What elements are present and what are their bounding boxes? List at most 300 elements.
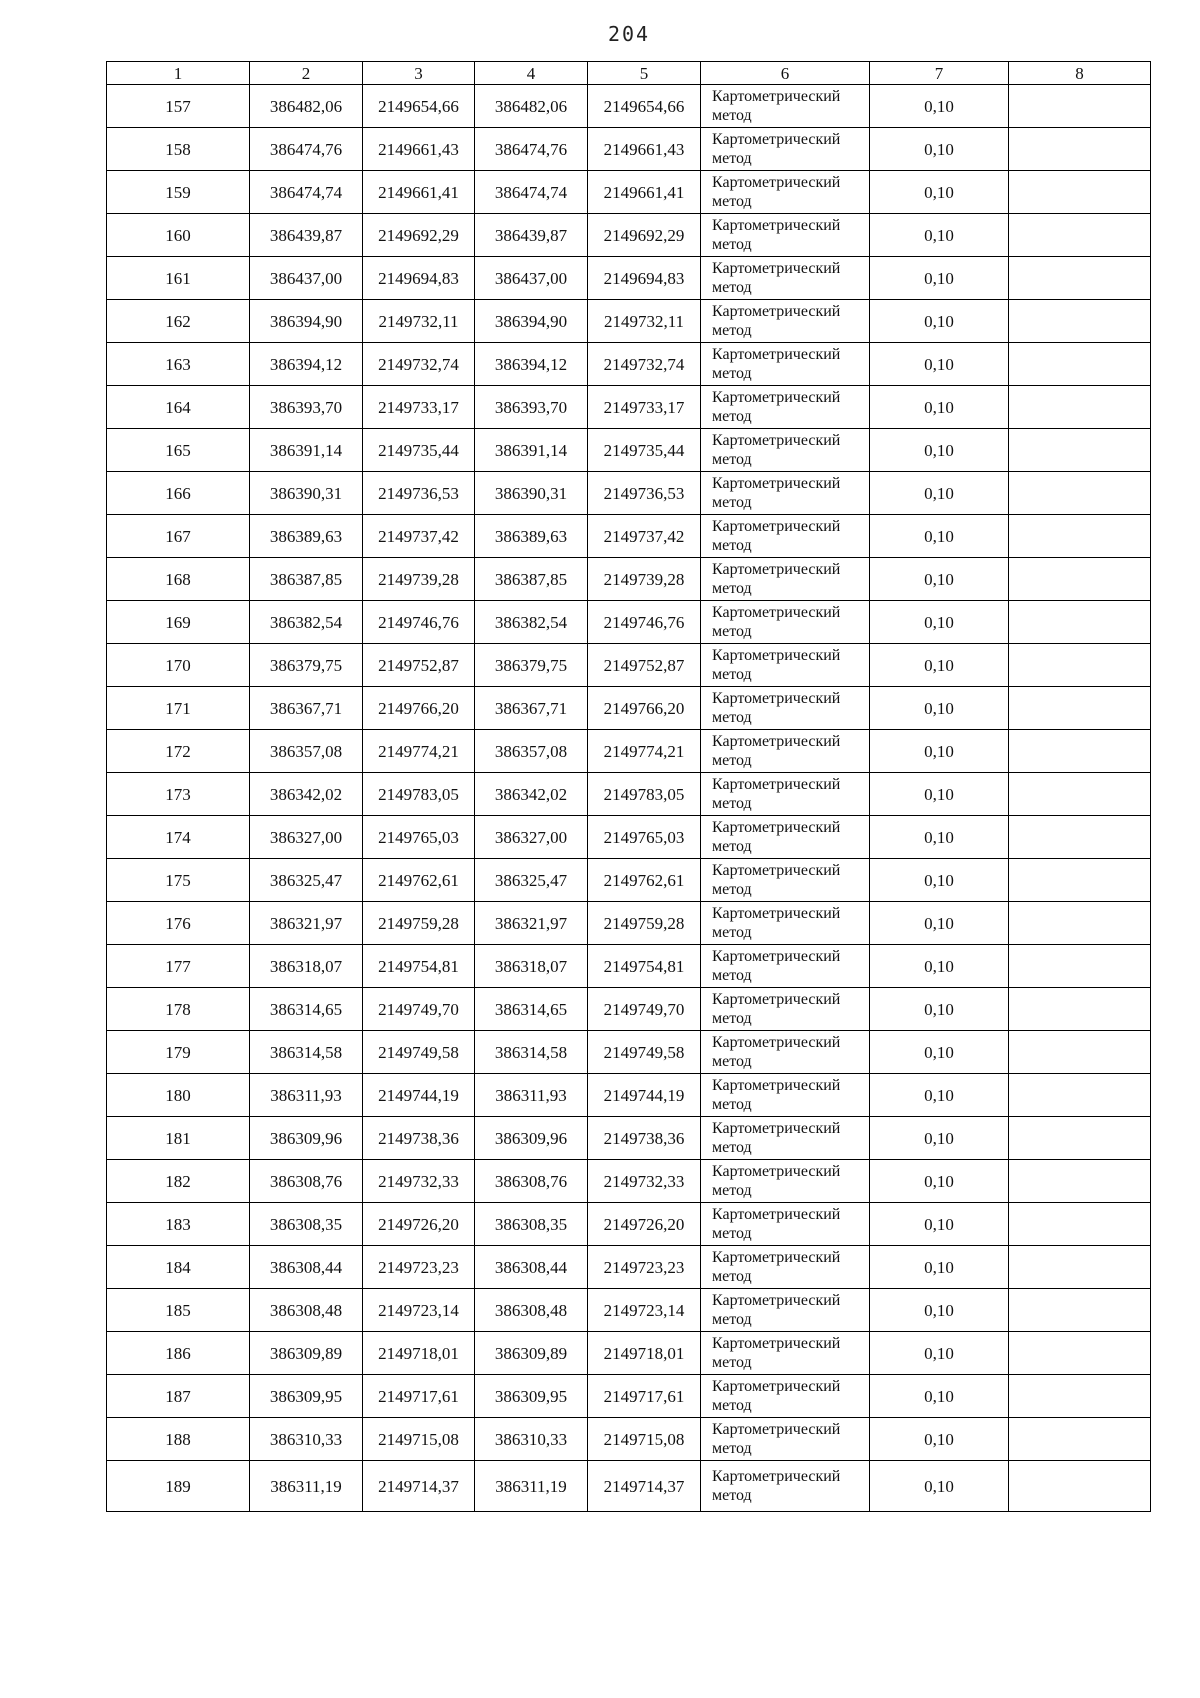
row-number-cell: 158 — [107, 128, 250, 171]
note-cell — [1009, 558, 1151, 601]
x-coordinate-cell: 386321,97 — [250, 902, 363, 945]
table-row — [107, 214, 1151, 257]
x-coordinate-cell: 386308,48 — [250, 1289, 363, 1332]
column-header: 8 — [1009, 62, 1151, 85]
table-row — [107, 902, 1151, 945]
table-row — [107, 1203, 1151, 1246]
note-cell — [1009, 945, 1151, 988]
y-coordinate-cell: 2149736,53 — [363, 472, 475, 515]
y-coordinate-cell: 2149726,20 — [363, 1203, 475, 1246]
note-cell — [1009, 1418, 1151, 1461]
note-cell — [1009, 902, 1151, 945]
page-number: 204 — [607, 22, 651, 46]
precision-cell: 0,10 — [870, 429, 1009, 472]
row-number-cell: 167 — [107, 515, 250, 558]
x-coordinate-cell: 386474,74 — [475, 171, 588, 214]
row-number-cell: 175 — [107, 859, 250, 902]
precision-cell: 0,10 — [870, 644, 1009, 687]
column-header: 7 — [870, 62, 1009, 85]
column-header: 5 — [588, 62, 701, 85]
y-coordinate-cell: 2149762,61 — [363, 859, 475, 902]
table-row — [107, 1074, 1151, 1117]
x-coordinate-cell: 386439,87 — [250, 214, 363, 257]
y-coordinate-cell: 2149723,14 — [363, 1289, 475, 1332]
row-number-cell: 170 — [107, 644, 250, 687]
precision-cell: 0,10 — [870, 1160, 1009, 1203]
y-coordinate-cell: 2149717,61 — [363, 1375, 475, 1418]
x-coordinate-cell: 386311,19 — [250, 1461, 363, 1512]
x-coordinate-cell: 386393,70 — [475, 386, 588, 429]
x-coordinate-cell: 386308,76 — [475, 1160, 588, 1203]
method-cell: Картометрический метод — [701, 558, 870, 601]
x-coordinate-cell: 386387,85 — [475, 558, 588, 601]
method-cell: Картометрический метод — [701, 429, 870, 472]
y-coordinate-cell: 2149759,28 — [363, 902, 475, 945]
method-cell: Картометрический метод — [701, 386, 870, 429]
note-cell — [1009, 773, 1151, 816]
x-coordinate-cell: 386379,75 — [250, 644, 363, 687]
x-coordinate-cell: 386391,14 — [475, 429, 588, 472]
row-number-cell: 172 — [107, 730, 250, 773]
x-coordinate-cell: 386389,63 — [250, 515, 363, 558]
precision-cell: 0,10 — [870, 988, 1009, 1031]
note-cell — [1009, 687, 1151, 730]
method-cell: Картометрический метод — [701, 945, 870, 988]
table-row — [107, 1289, 1151, 1332]
y-coordinate-cell: 2149746,76 — [363, 601, 475, 644]
note-cell — [1009, 730, 1151, 773]
y-coordinate-cell: 2149654,66 — [363, 85, 475, 128]
x-coordinate-cell: 386308,35 — [475, 1203, 588, 1246]
row-number-cell: 161 — [107, 257, 250, 300]
x-coordinate-cell: 386394,12 — [475, 343, 588, 386]
y-coordinate-cell: 2149733,17 — [363, 386, 475, 429]
row-number-cell: 181 — [107, 1117, 250, 1160]
note-cell — [1009, 859, 1151, 902]
y-coordinate-cell: 2149718,01 — [588, 1332, 701, 1375]
note-cell — [1009, 1246, 1151, 1289]
note-cell — [1009, 214, 1151, 257]
precision-cell: 0,10 — [870, 1375, 1009, 1418]
y-coordinate-cell: 2149692,29 — [588, 214, 701, 257]
precision-cell: 0,10 — [870, 1031, 1009, 1074]
x-coordinate-cell: 386309,95 — [475, 1375, 588, 1418]
y-coordinate-cell: 2149762,61 — [588, 859, 701, 902]
method-cell: Картометрический метод — [701, 816, 870, 859]
y-coordinate-cell: 2149694,83 — [363, 257, 475, 300]
y-coordinate-cell: 2149735,44 — [363, 429, 475, 472]
method-cell: Картометрический метод — [701, 773, 870, 816]
x-coordinate-cell: 386390,31 — [250, 472, 363, 515]
y-coordinate-cell: 2149715,08 — [588, 1418, 701, 1461]
x-coordinate-cell: 386439,87 — [475, 214, 588, 257]
note-cell — [1009, 1375, 1151, 1418]
y-coordinate-cell: 2149714,37 — [588, 1461, 701, 1512]
method-cell: Картометрический метод — [701, 1160, 870, 1203]
x-coordinate-cell: 386367,71 — [475, 687, 588, 730]
row-number-cell: 162 — [107, 300, 250, 343]
x-coordinate-cell: 386325,47 — [475, 859, 588, 902]
precision-cell: 0,10 — [870, 945, 1009, 988]
y-coordinate-cell: 2149732,74 — [588, 343, 701, 386]
x-coordinate-cell: 386327,00 — [250, 816, 363, 859]
y-coordinate-cell: 2149694,83 — [588, 257, 701, 300]
row-number-cell: 177 — [107, 945, 250, 988]
table-row — [107, 945, 1151, 988]
row-number-cell: 178 — [107, 988, 250, 1031]
x-coordinate-cell: 386482,06 — [475, 85, 588, 128]
precision-cell: 0,10 — [870, 1246, 1009, 1289]
x-coordinate-cell: 386437,00 — [475, 257, 588, 300]
precision-cell: 0,10 — [870, 386, 1009, 429]
y-coordinate-cell: 2149692,29 — [363, 214, 475, 257]
precision-cell: 0,10 — [870, 300, 1009, 343]
row-number-cell: 185 — [107, 1289, 250, 1332]
method-cell: Картометрический метод — [701, 988, 870, 1031]
row-number-cell: 165 — [107, 429, 250, 472]
method-cell: Картометрический метод — [701, 1461, 870, 1512]
y-coordinate-cell: 2149661,41 — [588, 171, 701, 214]
table-body — [107, 62, 1151, 1512]
note-cell — [1009, 644, 1151, 687]
note-cell — [1009, 816, 1151, 859]
row-number-cell: 184 — [107, 1246, 250, 1289]
method-cell: Картометрический метод — [701, 1289, 870, 1332]
note-cell — [1009, 257, 1151, 300]
y-coordinate-cell: 2149774,21 — [588, 730, 701, 773]
y-coordinate-cell: 2149754,81 — [588, 945, 701, 988]
row-number-cell: 183 — [107, 1203, 250, 1246]
x-coordinate-cell: 386387,85 — [250, 558, 363, 601]
row-number-cell: 164 — [107, 386, 250, 429]
x-coordinate-cell: 386325,47 — [250, 859, 363, 902]
row-number-cell: 188 — [107, 1418, 250, 1461]
x-coordinate-cell: 386482,06 — [250, 85, 363, 128]
x-coordinate-cell: 386311,93 — [475, 1074, 588, 1117]
row-number-cell: 157 — [107, 85, 250, 128]
precision-cell: 0,10 — [870, 558, 1009, 601]
precision-cell: 0,10 — [870, 1332, 1009, 1375]
table-row — [107, 730, 1151, 773]
y-coordinate-cell: 2149654,66 — [588, 85, 701, 128]
x-coordinate-cell: 386367,71 — [250, 687, 363, 730]
table-row — [107, 128, 1151, 171]
x-coordinate-cell: 386391,14 — [250, 429, 363, 472]
y-coordinate-cell: 2149766,20 — [363, 687, 475, 730]
note-cell — [1009, 1074, 1151, 1117]
table-row — [107, 1332, 1151, 1375]
column-header: 3 — [363, 62, 475, 85]
y-coordinate-cell: 2149737,42 — [363, 515, 475, 558]
note-cell — [1009, 472, 1151, 515]
y-coordinate-cell: 2149661,41 — [363, 171, 475, 214]
table-row — [107, 1418, 1151, 1461]
row-number-cell: 189 — [107, 1461, 250, 1512]
row-number-cell: 166 — [107, 472, 250, 515]
y-coordinate-cell: 2149765,03 — [363, 816, 475, 859]
table-row — [107, 988, 1151, 1031]
precision-cell: 0,10 — [870, 515, 1009, 558]
x-coordinate-cell: 386437,00 — [250, 257, 363, 300]
method-cell: Картометрический метод — [701, 1203, 870, 1246]
table-row — [107, 1160, 1151, 1203]
y-coordinate-cell: 2149732,33 — [588, 1160, 701, 1203]
table-row — [107, 773, 1151, 816]
table-row — [107, 558, 1151, 601]
y-coordinate-cell: 2149759,28 — [588, 902, 701, 945]
table-row — [107, 85, 1151, 128]
x-coordinate-cell: 386318,07 — [475, 945, 588, 988]
x-coordinate-cell: 386308,44 — [250, 1246, 363, 1289]
x-coordinate-cell: 386310,33 — [250, 1418, 363, 1461]
precision-cell: 0,10 — [870, 214, 1009, 257]
table-row — [107, 386, 1151, 429]
y-coordinate-cell: 2149718,01 — [363, 1332, 475, 1375]
x-coordinate-cell: 386309,89 — [475, 1332, 588, 1375]
y-coordinate-cell: 2149739,28 — [588, 558, 701, 601]
method-cell: Картометрический метод — [701, 214, 870, 257]
row-number-cell: 163 — [107, 343, 250, 386]
table-row — [107, 429, 1151, 472]
table-row — [107, 1031, 1151, 1074]
x-coordinate-cell: 386311,19 — [475, 1461, 588, 1512]
table-row — [107, 1375, 1151, 1418]
x-coordinate-cell: 386314,65 — [475, 988, 588, 1031]
table-row — [107, 601, 1151, 644]
note-cell — [1009, 1031, 1151, 1074]
y-coordinate-cell: 2149783,05 — [588, 773, 701, 816]
method-cell: Картометрический метод — [701, 730, 870, 773]
x-coordinate-cell: 386308,35 — [250, 1203, 363, 1246]
x-coordinate-cell: 386314,65 — [250, 988, 363, 1031]
column-header: 1 — [107, 62, 250, 85]
method-cell: Картометрический метод — [701, 171, 870, 214]
y-coordinate-cell: 2149739,28 — [363, 558, 475, 601]
y-coordinate-cell: 2149715,08 — [363, 1418, 475, 1461]
precision-cell: 0,10 — [870, 687, 1009, 730]
y-coordinate-cell: 2149714,37 — [363, 1461, 475, 1512]
x-coordinate-cell: 386342,02 — [475, 773, 588, 816]
y-coordinate-cell: 2149746,76 — [588, 601, 701, 644]
y-coordinate-cell: 2149765,03 — [588, 816, 701, 859]
table-row — [107, 1246, 1151, 1289]
method-cell: Картометрический метод — [701, 1375, 870, 1418]
method-cell: Картометрический метод — [701, 1074, 870, 1117]
y-coordinate-cell: 2149735,44 — [588, 429, 701, 472]
row-number-cell: 173 — [107, 773, 250, 816]
method-cell: Картометрический метод — [701, 300, 870, 343]
precision-cell: 0,10 — [870, 773, 1009, 816]
note-cell — [1009, 1461, 1151, 1512]
x-coordinate-cell: 386342,02 — [250, 773, 363, 816]
y-coordinate-cell: 2149744,19 — [363, 1074, 475, 1117]
x-coordinate-cell: 386382,54 — [250, 601, 363, 644]
table-row — [107, 343, 1151, 386]
table-row — [107, 687, 1151, 730]
table-header-row — [107, 62, 1151, 85]
x-coordinate-cell: 386474,74 — [250, 171, 363, 214]
x-coordinate-cell: 386314,58 — [475, 1031, 588, 1074]
coordinates-table — [106, 61, 1151, 1512]
row-number-cell: 179 — [107, 1031, 250, 1074]
row-number-cell: 160 — [107, 214, 250, 257]
note-cell — [1009, 128, 1151, 171]
y-coordinate-cell: 2149732,11 — [363, 300, 475, 343]
row-number-cell: 174 — [107, 816, 250, 859]
y-coordinate-cell: 2149733,17 — [588, 386, 701, 429]
table-row — [107, 300, 1151, 343]
y-coordinate-cell: 2149749,58 — [363, 1031, 475, 1074]
row-number-cell: 180 — [107, 1074, 250, 1117]
row-number-cell: 171 — [107, 687, 250, 730]
table-row — [107, 171, 1151, 214]
x-coordinate-cell: 386310,33 — [475, 1418, 588, 1461]
method-cell: Картометрический метод — [701, 472, 870, 515]
row-number-cell: 159 — [107, 171, 250, 214]
precision-cell: 0,10 — [870, 902, 1009, 945]
note-cell — [1009, 515, 1151, 558]
x-coordinate-cell: 386308,76 — [250, 1160, 363, 1203]
y-coordinate-cell: 2149783,05 — [363, 773, 475, 816]
precision-cell: 0,10 — [870, 1074, 1009, 1117]
method-cell: Картометрический метод — [701, 85, 870, 128]
column-header: 2 — [250, 62, 363, 85]
table-row — [107, 515, 1151, 558]
x-coordinate-cell: 386382,54 — [475, 601, 588, 644]
precision-cell: 0,10 — [870, 601, 1009, 644]
y-coordinate-cell: 2149732,11 — [588, 300, 701, 343]
precision-cell: 0,10 — [870, 730, 1009, 773]
y-coordinate-cell: 2149717,61 — [588, 1375, 701, 1418]
y-coordinate-cell: 2149749,58 — [588, 1031, 701, 1074]
table-row — [107, 257, 1151, 300]
note-cell — [1009, 429, 1151, 472]
method-cell: Картометрический метод — [701, 644, 870, 687]
precision-cell: 0,10 — [870, 1418, 1009, 1461]
table-row — [107, 472, 1151, 515]
x-coordinate-cell: 386314,58 — [250, 1031, 363, 1074]
row-number-cell: 176 — [107, 902, 250, 945]
x-coordinate-cell: 386357,08 — [250, 730, 363, 773]
y-coordinate-cell: 2149736,53 — [588, 472, 701, 515]
note-cell — [1009, 386, 1151, 429]
note-cell — [1009, 1332, 1151, 1375]
note-cell — [1009, 300, 1151, 343]
precision-cell: 0,10 — [870, 171, 1009, 214]
precision-cell: 0,10 — [870, 1461, 1009, 1512]
table-row — [107, 816, 1151, 859]
x-coordinate-cell: 386357,08 — [475, 730, 588, 773]
x-coordinate-cell: 386394,90 — [250, 300, 363, 343]
note-cell — [1009, 1117, 1151, 1160]
x-coordinate-cell: 386394,90 — [475, 300, 588, 343]
x-coordinate-cell: 386394,12 — [250, 343, 363, 386]
y-coordinate-cell: 2149737,42 — [588, 515, 701, 558]
y-coordinate-cell: 2149738,36 — [588, 1117, 701, 1160]
precision-cell: 0,10 — [870, 859, 1009, 902]
x-coordinate-cell: 386474,76 — [250, 128, 363, 171]
precision-cell: 0,10 — [870, 816, 1009, 859]
note-cell — [1009, 343, 1151, 386]
y-coordinate-cell: 2149732,33 — [363, 1160, 475, 1203]
y-coordinate-cell: 2149723,23 — [363, 1246, 475, 1289]
x-coordinate-cell: 386318,07 — [250, 945, 363, 988]
table-row — [107, 1461, 1151, 1512]
y-coordinate-cell: 2149752,87 — [363, 644, 475, 687]
method-cell: Картометрический метод — [701, 1332, 870, 1375]
y-coordinate-cell: 2149766,20 — [588, 687, 701, 730]
y-coordinate-cell: 2149774,21 — [363, 730, 475, 773]
method-cell: Картометрический метод — [701, 128, 870, 171]
method-cell: Картометрический метод — [701, 859, 870, 902]
x-coordinate-cell: 386393,70 — [250, 386, 363, 429]
x-coordinate-cell: 386474,76 — [475, 128, 588, 171]
row-number-cell: 169 — [107, 601, 250, 644]
precision-cell: 0,10 — [870, 1289, 1009, 1332]
x-coordinate-cell: 386321,97 — [475, 902, 588, 945]
x-coordinate-cell: 386389,63 — [475, 515, 588, 558]
table-row — [107, 644, 1151, 687]
note-cell — [1009, 1203, 1151, 1246]
precision-cell: 0,10 — [870, 1117, 1009, 1160]
y-coordinate-cell: 2149732,74 — [363, 343, 475, 386]
x-coordinate-cell: 386327,00 — [475, 816, 588, 859]
note-cell — [1009, 171, 1151, 214]
y-coordinate-cell: 2149752,87 — [588, 644, 701, 687]
row-number-cell: 187 — [107, 1375, 250, 1418]
x-coordinate-cell: 386308,44 — [475, 1246, 588, 1289]
y-coordinate-cell: 2149749,70 — [588, 988, 701, 1031]
x-coordinate-cell: 386308,48 — [475, 1289, 588, 1332]
table-row — [107, 859, 1151, 902]
x-coordinate-cell: 386309,96 — [250, 1117, 363, 1160]
x-coordinate-cell: 386379,75 — [475, 644, 588, 687]
y-coordinate-cell: 2149738,36 — [363, 1117, 475, 1160]
table-row — [107, 1117, 1151, 1160]
note-cell — [1009, 1289, 1151, 1332]
x-coordinate-cell: 386309,89 — [250, 1332, 363, 1375]
y-coordinate-cell: 2149661,43 — [588, 128, 701, 171]
y-coordinate-cell: 2149723,14 — [588, 1289, 701, 1332]
x-coordinate-cell: 386390,31 — [475, 472, 588, 515]
method-cell: Картометрический метод — [701, 902, 870, 945]
y-coordinate-cell: 2149754,81 — [363, 945, 475, 988]
row-number-cell: 182 — [107, 1160, 250, 1203]
method-cell: Картометрический метод — [701, 1117, 870, 1160]
precision-cell: 0,10 — [870, 128, 1009, 171]
precision-cell: 0,10 — [870, 343, 1009, 386]
y-coordinate-cell: 2149749,70 — [363, 988, 475, 1031]
method-cell: Картометрический метод — [701, 687, 870, 730]
y-coordinate-cell: 2149726,20 — [588, 1203, 701, 1246]
precision-cell: 0,10 — [870, 257, 1009, 300]
column-header: 4 — [475, 62, 588, 85]
method-cell: Картометрический метод — [701, 1246, 870, 1289]
method-cell: Картометрический метод — [701, 515, 870, 558]
method-cell: Картометрический метод — [701, 257, 870, 300]
note-cell — [1009, 85, 1151, 128]
note-cell — [1009, 988, 1151, 1031]
y-coordinate-cell: 2149723,23 — [588, 1246, 701, 1289]
method-cell: Картометрический метод — [701, 1418, 870, 1461]
method-cell: Картометрический метод — [701, 343, 870, 386]
x-coordinate-cell: 386311,93 — [250, 1074, 363, 1117]
x-coordinate-cell: 386309,96 — [475, 1117, 588, 1160]
note-cell — [1009, 1160, 1151, 1203]
row-number-cell: 186 — [107, 1332, 250, 1375]
row-number-cell: 168 — [107, 558, 250, 601]
x-coordinate-cell: 386309,95 — [250, 1375, 363, 1418]
